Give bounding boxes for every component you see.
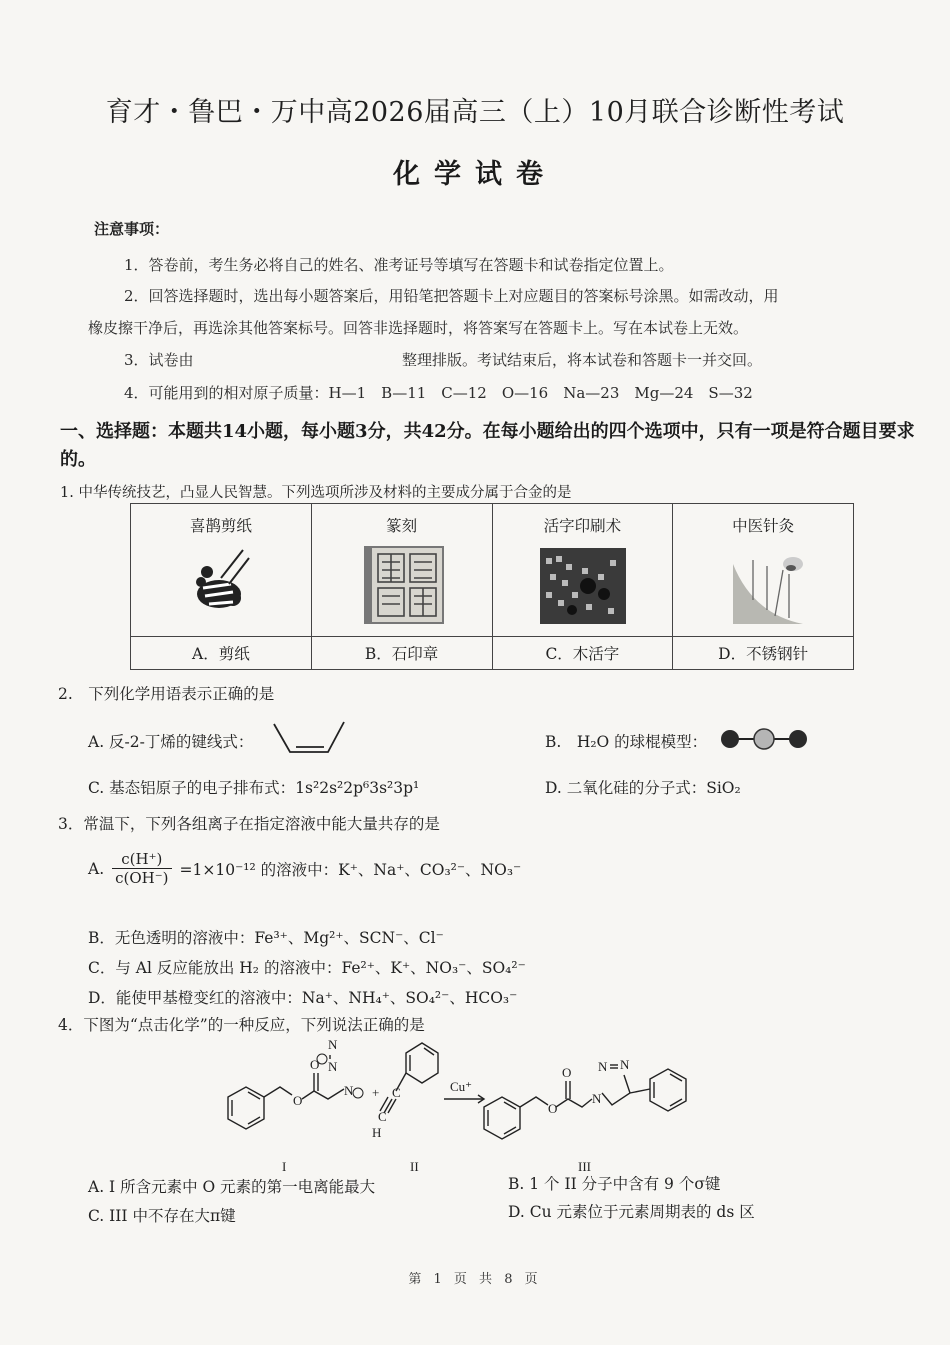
q4-stem: 4．下图为“点击化学”的一种反应，下列说法正确的是 bbox=[58, 1016, 425, 1034]
acupuncture-needle-image bbox=[713, 544, 813, 626]
q2-option-c bbox=[88, 776, 419, 798]
atom-o-ester-1: O bbox=[293, 1093, 303, 1108]
q2-option-c-label: C. 基态铝原子的电子排布式： bbox=[88, 779, 296, 797]
q2-option-b: B. H₂O 的球棍模型： bbox=[545, 733, 708, 751]
q1-stem: 1. 中华传统技艺，凸显人民智慧。下列选项所涉及材料的主要成分属于合金的是 bbox=[60, 485, 572, 501]
q4-option-c: C. III 中不存在大π键 bbox=[88, 1207, 236, 1225]
click-chemistry-reaction-diagram bbox=[200, 1035, 720, 1175]
notice-item-2: 2．回答选择题时，选出每小题答案后，用铅笔把答题卡上对应题目的答案标号涂黑。如需改动，用 bbox=[124, 287, 779, 305]
atom-c-1: C bbox=[392, 1085, 401, 1100]
notice-item-4: 4．可能用到的相对原子质量：H—1 B—11 C—12 O—16 Na—23 Mg—24 S—32 bbox=[124, 384, 753, 402]
fraction-numerator: c(H⁺) bbox=[112, 850, 171, 869]
q3-option-c: C．与 Al 反应能放出 H₂ 的溶液中：Fe²⁺、K⁺、NO₃⁻、SO₄²⁻ bbox=[88, 959, 526, 977]
q3-option-a-label: A. bbox=[88, 859, 105, 878]
atom-o-carbonyl-1: O bbox=[310, 1057, 320, 1072]
atom-n-terminal: N bbox=[328, 1037, 338, 1052]
q1-header-a: 喜鹊剪纸 bbox=[189, 517, 252, 535]
atom-n1: N bbox=[592, 1091, 602, 1106]
q4-option-a: A. I 所含元素中 O 元素的第一电离能最大 bbox=[88, 1178, 376, 1196]
atom-c-2: C bbox=[378, 1109, 387, 1124]
q1-option-d: D．不锈钢针 bbox=[673, 637, 854, 670]
atom-n3: N bbox=[620, 1057, 630, 1072]
section-heading: 一、选择题：本题共14小题，每小题3分，共42分。在每小题给出的四个选项中，只有一项是符合题目要求的。 bbox=[60, 421, 915, 470]
label-compound-iii: III bbox=[578, 1159, 591, 1174]
q1-option-a: A．剪纸 bbox=[131, 637, 312, 670]
notice-item-1: 1．答卷前，考生务必将自己的姓名、准考证号等填写在答题卡和试卷指定位置上。 bbox=[124, 256, 674, 274]
q2-stem: 2. 下列化学用语表示正确的是 bbox=[58, 685, 275, 703]
atom-o-ester-3: O bbox=[548, 1101, 558, 1116]
q1-materials-table bbox=[130, 503, 854, 670]
q1-option-c: C．木活字 bbox=[492, 637, 673, 670]
q1-header-d: 中医针灸 bbox=[732, 517, 795, 535]
plus-sign: + bbox=[372, 1085, 380, 1100]
label-compound-i: I bbox=[282, 1159, 287, 1174]
atom-n-middle: N bbox=[328, 1059, 338, 1074]
notice-item-3a: 3．试卷由 bbox=[124, 351, 194, 369]
q3-option-d: D．能使甲基橙变红的溶液中：Na⁺、NH₄⁺、SO₄²⁻、HCO₃⁻ bbox=[88, 989, 518, 1007]
ball-stick-model-icon bbox=[718, 726, 810, 752]
q1-header-c: 活字印刷术 bbox=[543, 517, 622, 535]
fraction-denominator: c(OH⁻) bbox=[115, 869, 169, 887]
q2-option-d: D. 二氧化硅的分子式：SiO₂ bbox=[545, 779, 741, 797]
exam-subtitle: 化学试卷 bbox=[393, 159, 557, 190]
movable-type-image bbox=[532, 544, 632, 626]
trans-2-butene-skeletal-icon bbox=[268, 718, 348, 758]
q3-stem: 3．常温下，下列各组离子在指定溶液中能大量共存的是 bbox=[58, 815, 440, 833]
q3-option-a bbox=[88, 850, 521, 887]
notice-item-2-cont: 橡皮擦干净后，再选涂其他答案标号。回答非选择题时，将答案写在答题卡上。写在本试卷上无效。 bbox=[88, 319, 749, 337]
q1-header-b: 篆刻 bbox=[386, 517, 418, 535]
exam-title: 育才・鲁巴・万中高2026届高三（上）10月联合诊断性考试 bbox=[105, 97, 845, 128]
q2-option-c-formula: 1s²2s²2p⁶3s²3p¹ bbox=[295, 779, 420, 797]
ratio-fraction bbox=[112, 850, 171, 887]
atom-o-carbonyl-3: O bbox=[562, 1065, 572, 1080]
catalyst-label: Cu⁺ bbox=[450, 1079, 473, 1094]
notice-heading: 注意事项： bbox=[94, 220, 170, 238]
q4-option-b: B. 1 个 II 分子中含有 9 个σ键 bbox=[508, 1175, 721, 1193]
atom-n2: N bbox=[598, 1059, 608, 1074]
notice-item-3b: 整理排版。考试结束后，将本试卷和答题卡一并交回。 bbox=[402, 351, 763, 369]
paper-cut-magpie-image bbox=[171, 544, 271, 626]
stone-seal-image bbox=[352, 544, 452, 626]
q3-option-b: B．无色透明的溶液中：Fe³⁺、Mg²⁺、SCN⁻、Cl⁻ bbox=[88, 929, 444, 947]
q2-option-a: A. 反-2-丁烯的键线式： bbox=[88, 733, 254, 751]
atom-h: H bbox=[372, 1125, 382, 1140]
q1-option-b: B．石印章 bbox=[311, 637, 492, 670]
q3-option-a-text: =1×10⁻¹² 的溶液中：K⁺、Na⁺、CO₃²⁻、NO₃⁻ bbox=[179, 860, 522, 879]
atom-n-alpha: N bbox=[344, 1083, 354, 1098]
page-footer: 第 1 页 共 8 页 bbox=[408, 1272, 542, 1287]
label-compound-ii: II bbox=[410, 1159, 419, 1174]
q4-option-d: D. Cu 元素位于元素周期表的 ds 区 bbox=[508, 1203, 755, 1221]
